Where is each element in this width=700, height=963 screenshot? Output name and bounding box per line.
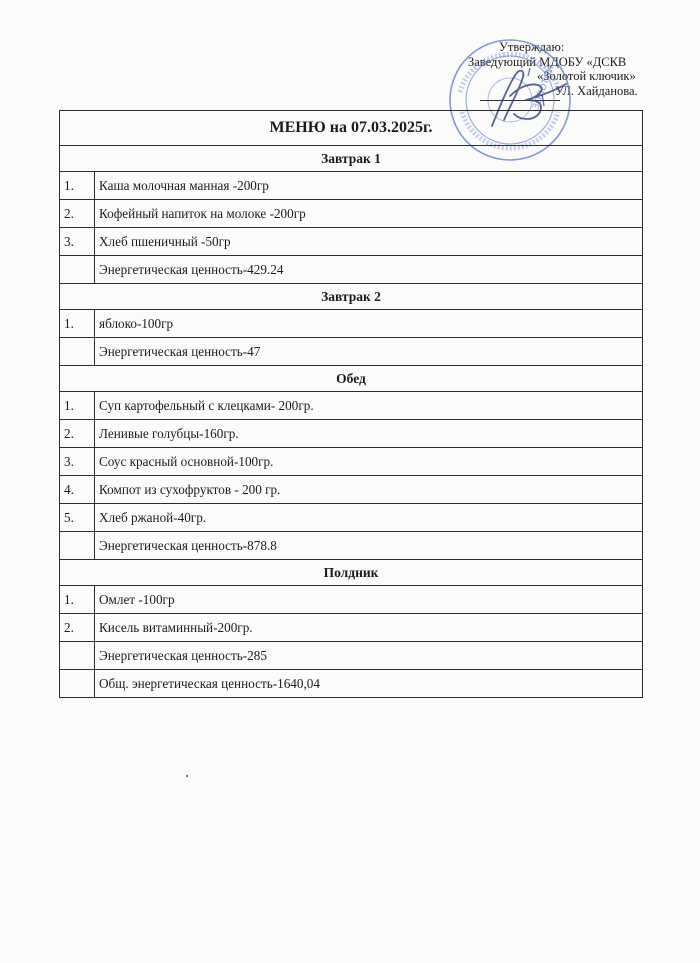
item-number: 3. bbox=[60, 228, 95, 256]
scan-speck bbox=[186, 775, 188, 777]
menu-item-row bbox=[60, 504, 643, 532]
approval-line-2: Заведующий МДОБУ «ДСКВ bbox=[468, 54, 627, 69]
item-text: Хлеб пшеничный -50гр bbox=[95, 228, 643, 256]
item-text: Энергетическая ценность-285 bbox=[95, 642, 643, 670]
menu-item-row bbox=[60, 586, 643, 614]
menu-item-row bbox=[60, 420, 643, 448]
menu-item-row bbox=[60, 200, 643, 228]
item-number: 1. bbox=[60, 392, 95, 420]
menu-item-row bbox=[60, 476, 643, 504]
item-number: 1. bbox=[60, 586, 95, 614]
item-text: Суп картофельный с клецками- 200гр. bbox=[95, 392, 643, 420]
item-number: 1. bbox=[60, 310, 95, 338]
approval-block bbox=[460, 40, 650, 98]
item-text: Общ. энергетическая ценность-1640,04 bbox=[95, 670, 643, 698]
item-number bbox=[60, 642, 95, 670]
menu-item-row bbox=[60, 448, 643, 476]
item-text: Энергетическая ценность-878.8 bbox=[95, 532, 643, 560]
item-text: Кисель витаминный-200гр. bbox=[95, 614, 643, 642]
menu-title: МЕНЮ на 07.03.2025г. bbox=[60, 111, 643, 146]
signature-line bbox=[480, 100, 560, 101]
section-header-row bbox=[60, 146, 643, 172]
item-text: Компот из сухофруктов - 200 гр. bbox=[95, 476, 643, 504]
section-title: Обед bbox=[60, 366, 643, 392]
section-header-row bbox=[60, 366, 643, 392]
section-header-row bbox=[60, 284, 643, 310]
item-number bbox=[60, 256, 95, 284]
menu-item-row bbox=[60, 532, 643, 560]
item-number: 2. bbox=[60, 420, 95, 448]
item-number: 1. bbox=[60, 172, 95, 200]
section-header-row bbox=[60, 560, 643, 586]
item-number: 2. bbox=[60, 614, 95, 642]
menu-item-row bbox=[60, 614, 643, 642]
item-number bbox=[60, 670, 95, 698]
item-text: Кофейный напиток на молоке -200гр bbox=[95, 200, 643, 228]
menu-item-row bbox=[60, 670, 643, 698]
menu-table bbox=[59, 110, 643, 698]
item-text: яблоко-100гр bbox=[95, 310, 643, 338]
approval-line-1: Утверждаю: bbox=[499, 40, 565, 54]
section-title: Полдник bbox=[60, 560, 643, 586]
section-title: Завтрак 1 bbox=[60, 146, 643, 172]
menu-item-row bbox=[60, 392, 643, 420]
item-text: Соус красный основной-100гр. bbox=[95, 448, 643, 476]
item-text: Омлет -100гр bbox=[95, 586, 643, 614]
menu-item-row bbox=[60, 338, 643, 366]
section-title: Завтрак 2 bbox=[60, 284, 643, 310]
menu-item-row bbox=[60, 172, 643, 200]
item-number: 2. bbox=[60, 200, 95, 228]
menu-item-row bbox=[60, 310, 643, 338]
approval-line-4: УЛ. Хайданова. bbox=[555, 83, 638, 98]
item-number bbox=[60, 532, 95, 560]
menu-title-row bbox=[60, 111, 643, 146]
item-text: Хлеб ржаной-40гр. bbox=[95, 504, 643, 532]
item-number: 5. bbox=[60, 504, 95, 532]
item-text: Энергетическая ценность-429.24 bbox=[95, 256, 643, 284]
menu-table-body bbox=[60, 111, 643, 698]
stamp-text: ЗОЛОТОЙ bbox=[531, 64, 557, 112]
item-text: Ленивые голубцы-160гр. bbox=[95, 420, 643, 448]
menu-item-row bbox=[60, 256, 643, 284]
item-number bbox=[60, 338, 95, 366]
item-number: 3. bbox=[60, 448, 95, 476]
menu-item-row bbox=[60, 228, 643, 256]
item-text: Каша молочная манная -200гр bbox=[95, 172, 643, 200]
menu-item-row bbox=[60, 642, 643, 670]
approval-line-3: «Золотой ключик» bbox=[537, 69, 636, 84]
item-text: Энергетическая ценность-47 bbox=[95, 338, 643, 366]
item-number: 4. bbox=[60, 476, 95, 504]
